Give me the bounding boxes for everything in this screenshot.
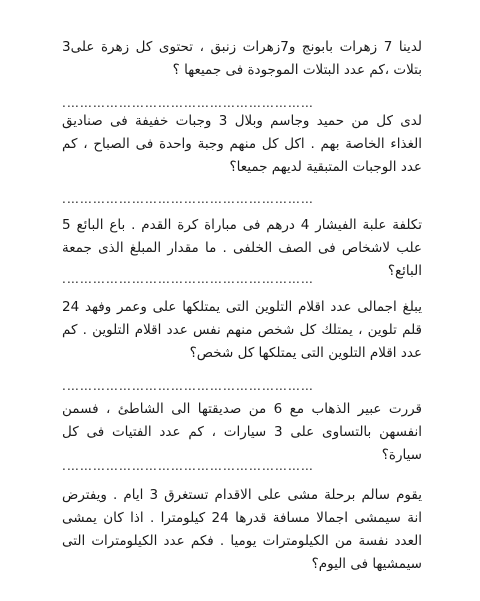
- word-problem-4: يبلغ اجمالى عدد اقلام التلوين التى يمتلكها على وعمر وفهد 24 قلم تلوين ، يمتلك كل شخص منهم نفس عدد اقلام التلوين . كم عدد اقلام التلوين التى يمتلكها كل شخص؟: [62, 299, 422, 361]
- answer-line-2: ………………………………………………….: [62, 193, 314, 205]
- answer-line-5: ………………………………………………….: [62, 460, 314, 472]
- word-problem-2: لدى كل من حميد وجاسم وبلال 3 وجبات خفيفة فى صناديق الغذاء الخاصة بهم . اكل كل منهم وجبة واحدة فى الصباح ، كم عدد الوجبات المتبقية لديهم جميعا؟: [62, 113, 422, 175]
- word-problem-5: قررت عبير الذهاب مع 6 من صديقتها الى الشاطئ ، فسمن انفسهن بالتساوى على 3 سيارات ، كم عدد الفتيات فى كل سيارة؟: [62, 401, 422, 463]
- word-problem-6: يقوم سالم برحلة مشى على الاقدام تستغرق 3 ايام . ويفترض انة سيمشى اجمالا مسافة قدرها 24 كيلومترا . اذا كان يمشى العدد نفسة من الكيلومترات يوميا . فكم عدد الكيلومترات التى سيمشيها فى اليوم؟: [62, 487, 422, 572]
- word-problem-3: تكلفة علبة الفيشار 4 درهم فى مباراة كرة القدم . باع البائع 5 علب لاشخاص فى الصف الخلفى . ما مقدار المبلغ الذى جمعة البائع؟: [62, 217, 422, 279]
- answer-line-1: ………………………………………………….: [62, 97, 314, 109]
- answer-line-3: ………………………………………………….: [62, 273, 314, 285]
- word-problem-1: لدينا 7 زهرات بابونج و7زهرات زنبق ، تحتوى كل زهرة على3 بتلات ،كم عدد البتلات الموجودة فى جميعها ؟: [62, 39, 423, 78]
- answer-line-4: ………………………………………………….: [62, 380, 314, 392]
